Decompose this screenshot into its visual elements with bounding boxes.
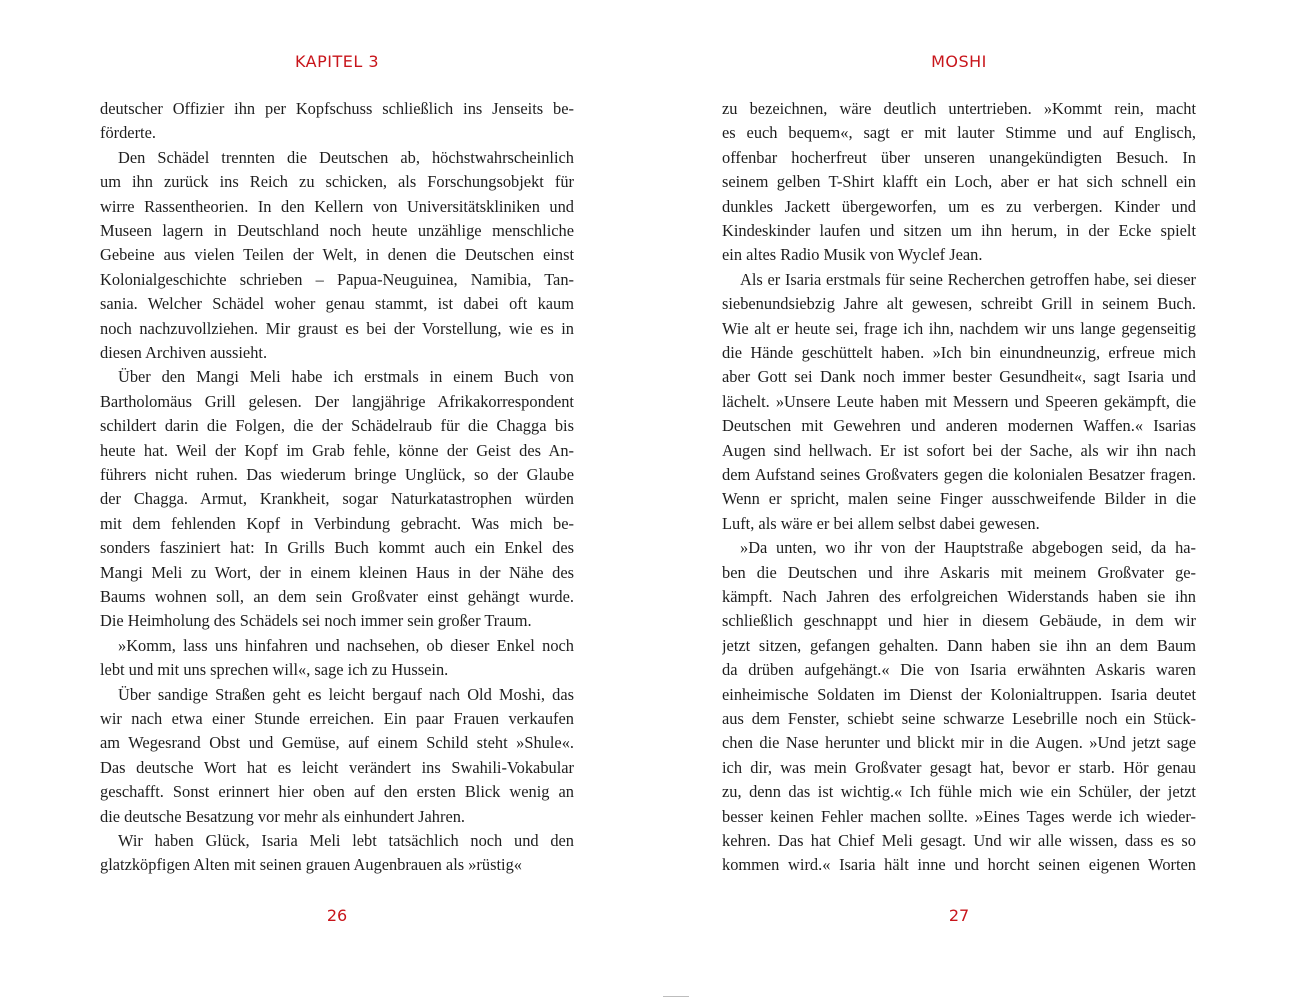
- text-line: Bartholomäus Grill gelesen. Der langjährige Afrikakorrespondent: [100, 391, 574, 411]
- text-line: geschafft. Sonst erinnert hier oben auf den ersten Blick wenig an: [100, 782, 574, 802]
- gutter-mark: [663, 996, 689, 997]
- text-line: jetzt sitzen, gefangen gehalten. Dann haben sie ihn an dem Baum: [722, 635, 1196, 655]
- text-line: kämpft. Nach Jahren des erfolgreichen Widerstands haben sie ihn: [722, 587, 1196, 606]
- text-line: diesen Archiven aussieht.: [100, 343, 268, 362]
- text-line: am Wegesrand Obst und Gemüse, auf einem Schild steht »Shule«.: [100, 733, 574, 753]
- text-line: Deutschen mit Gewehren und anderen modernen Waffen.« Isarias: [722, 416, 1196, 436]
- text-line: kehren. Das hat Chief Meli gesagt. Und wir alle wissen, dass es so: [722, 831, 1196, 850]
- text-line: Gebeine aus vielen Teilen der Welt, in denen die Deutschen einst: [100, 245, 574, 265]
- text-line: der Chagga. Armut, Krankheit, sogar Naturkatastrophen würden: [100, 489, 574, 509]
- text-line: offenbar hocherfreut über unseren unangekündigten Besuch. In: [722, 147, 1196, 167]
- right-page: [722, 0, 1196, 1000]
- text-line: zu, denn das ist wichtig.« Ich fühle mich wie ein Schüler, der jetzt: [722, 782, 1196, 802]
- page-number-right: 27: [948, 906, 970, 925]
- text-line: lebt und mit uns sprechen will«, sage ich zu Hussein.: [100, 660, 449, 680]
- text-line: »Da unten, wo ihr von der Hauptstraße abgebogen seid, da ha-: [740, 538, 1196, 558]
- text-line: die deutsche Besatzung vor mehr als einhundert Jahren.: [100, 806, 466, 826]
- text-line: Als er Isaria erstmals für seine Recherchen getroffen habe, sei dieser: [740, 269, 1196, 289]
- text-line: mit dem fehlenden Kopf in Verbindung gebracht. Was mich be-: [100, 513, 574, 533]
- text-line: Kindeskinder laufen und sitzen um ihn herum, in der Ecke spielt: [722, 221, 1196, 240]
- text-line: dunkles Jackett übergeworfen, um es zu verbergen. Kinder und: [722, 196, 1196, 216]
- text-line: einheimische Soldaten im Dienst der Kolonialtruppen. Isaria deutet: [722, 684, 1196, 704]
- text-line: schildert darin die Folgen, die der Schädelraub für die Chagga bis: [100, 416, 574, 436]
- text-line: wirre Rassentheorien. In den Kellern von Universitätskliniken und: [100, 196, 574, 216]
- text-line: Wie alt er heute sei, frage ich ihn, nachdem wir uns lange gegenseitig: [722, 318, 1196, 338]
- text-line: aber Gott sei Dank noch immer bester Gesundheit«, sagt Isaria und: [722, 367, 1196, 387]
- text-line: noch nachzuvollziehen. Mir graust es bei der Vorstellung, wie es in: [100, 318, 574, 338]
- text-line: Über sandige Straßen geht es leicht bergauf nach Old Moshi, das: [118, 684, 574, 704]
- text-line: glatzköpfigen Alten mit seinen grauen Augenbrauen als »rüstig«: [100, 855, 522, 875]
- text-line: es euch bequem«, sagt er mit lauter Stimme und auf Englisch,: [722, 123, 1196, 143]
- text-line: siebenundsiebzig Jahre alt gewesen, schreibt Grill in seinem Buch.: [722, 294, 1196, 314]
- page-number-left: 26: [326, 906, 348, 925]
- running-head-right: MOSHI: [931, 52, 987, 71]
- text-line: chen die Nase herunter und blickt mir in die Augen. »Und jetzt sage: [722, 733, 1196, 753]
- text-line: Das deutsche Wort hat es leicht verändert ins Swahili-Vokabular: [100, 757, 574, 777]
- text-line: wir nach etwa einer Stunde erreichen. Ein paar Frauen verkaufen: [100, 709, 574, 728]
- text-line: förderte.: [100, 123, 156, 143]
- text-line: die Hände geschüttelt haben. »Ich bin einundneunzig, erfreue mich: [722, 343, 1196, 362]
- text-line: aus dem Fenster, schiebt seine schwarze Lesebrille noch ein Stück-: [722, 709, 1196, 728]
- text-line: Die Heimholung des Schädels sei noch immer sein großer Traum.: [100, 611, 532, 631]
- text-line: Über den Mangi Meli habe ich erstmals in einem Buch von: [118, 367, 574, 387]
- text-line: Wir haben Glück, Isaria Meli lebt tatsächlich noch und den: [118, 831, 574, 850]
- text-line: Den Schädel trennten die Deutschen ab, höchstwahrscheinlich: [118, 147, 574, 167]
- text-line: zu bezeichnen, wäre deutlich untertrieben. »Kommt rein, macht: [722, 99, 1196, 118]
- running-head-left: KAPITEL 3: [294, 52, 380, 71]
- text-line: besser keinen Fehler machen sollte. »Eines Tages werde ich wieder-: [722, 806, 1196, 826]
- text-line: ich dir, was mein Großvater gesagt hat, bevor er starb. Hör genau: [722, 757, 1196, 777]
- text-line: ein altes Radio Musik von Wyclef Jean.: [722, 245, 983, 265]
- text-line: kommen wird.« Isaria hält inne und horcht seinen eigenen Worten: [722, 855, 1196, 875]
- text-line: dem Aufstand seines Großvaters gegen die kolonialen Besatzer fragen.: [722, 465, 1196, 484]
- text-line: Luft, als wäre er bei allem selbst dabei gewesen.: [722, 513, 1040, 533]
- text-line: ben die Deutschen und ihre Askaris mit meinem Großvater ge-: [722, 562, 1196, 582]
- text-line: um ihn zurück ins Reich zu schicken, als Forschungsobjekt für: [100, 172, 574, 192]
- text-line: »Komm, lass uns hinfahren und nachsehen, ob dieser Enkel noch: [118, 635, 574, 655]
- text-line: Wenn er spricht, malen seine Finger ausschweifende Bilder in die: [722, 489, 1196, 509]
- text-line: sania. Welcher Schädel woher genau stammt, ist dabei oft kaum: [100, 294, 574, 314]
- text-line: da drüben aufgehängt.« Die von Isaria erwähnten Askaris waren: [722, 660, 1196, 680]
- text-line: Kolonialgeschichte schrieben – Papua-Neuguinea, Namibia, Tan-: [100, 269, 574, 289]
- text-line: deutscher Offizier ihn per Kopfschuss schließlich ins Jenseits be-: [100, 99, 574, 118]
- text-line: heute hat. Weil der Kopf im Grab fehle, könne der Geist des An-: [100, 440, 574, 460]
- text-line: Augen sind hellwach. Er ist sofort bei der Sache, als wir ihn nach: [722, 440, 1196, 460]
- text-line: seinem gelben T-Shirt klafft ein Loch, aber er hat sich schnell ein: [722, 172, 1196, 192]
- text-line: Baums wohnen soll, an dem sein Großvater einst gehängt wurde.: [100, 587, 574, 606]
- text-line: Museen lagern in Deutschland noch heute unzählige menschliche: [100, 221, 574, 240]
- text-line: sonders fasziniert hat: In Grills Buch kommt auch ein Enkel des: [100, 538, 574, 558]
- text-line: lächelt. »Unsere Leute haben mit Messern und Speeren gekämpft, die: [722, 391, 1196, 411]
- text-line: Mangi Meli zu Wort, der in einem kleinen Haus in der Nähe des: [100, 562, 574, 582]
- left-page: [100, 0, 574, 1000]
- text-line: schließlich geschnappt und hier in diesem Gebäude, in dem wir: [722, 611, 1196, 631]
- text-line: führers nicht ruhen. Das wiederum bringe Unglück, so der Glaube: [100, 465, 574, 484]
